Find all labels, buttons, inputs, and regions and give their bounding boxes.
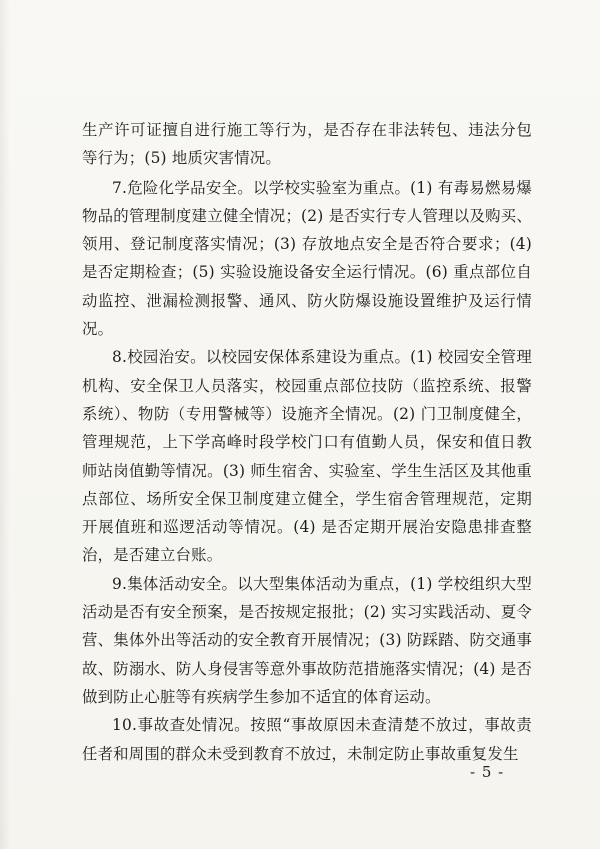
page-number: - 5 -	[470, 763, 505, 781]
paragraph-campus-security: 8.校园治安。以校园安保体系建设为重点。(1) 校园安全管理机构、安全保卫人员落实，校园重点部位技防（监控系统、报警系统）、物防（专用警械等）设施齐全情况。(2) 门卫制度健全，管理规范，上下学高峰时段学校门口有值勤人员，保安和值日教师站岗值勤等情况。(3) 师生宿舍、实验室、学生生活区及其他重点部位、场所安全保卫制度建立健全，学生宿舍管理规范，定期开展值班和巡逻活动等情况。(4) 是否定期开展治安隐患排查整治，是否建立台账。	[82, 348, 532, 565]
paragraph-continuation: 生产许可证擅自进行施工等行为，是否存在非法转包、违法分包等行为；(5) 地质灾害情况。	[82, 121, 532, 168]
paragraph-group-activities: 9.集体活动安全。以大型集体活动为重点，(1) 学校组织大型活动是否有安全预案，是否按规定报批；(2) 实习实践活动、夏令营、集体外出等活动的安全教育开展情况；(3) 防踩踏、防交通事故、防溺水、防人身侵害等意外事故防范措施落实情况；(4) 是否做到防止心脏等有疾病学生参加不适宜的体育运动。	[82, 574, 532, 706]
document-body	[82, 116, 532, 768]
paragraph-accident-investigation: 10.事故查处情况。按照“事故原因未查清楚不放过，事故责任者和周围的群众未受到教育不放过，未制定防止事故重复发生	[82, 716, 532, 763]
paragraph-hazardous-chemicals: 7.危险化学品安全。以学校实验室为重点。(1) 有毒易燃易爆物品的管理制度建立健全情况；(2) 是否实行专人管理以及购买、领用、登记制度落实情况；(3) 存放地点安全是否符合要求；(4) 是否定期检查；(5) 实验设施设备安全运行情况。(6) 重点部位自动监控、泄漏检测报警、通风、防火防爆设施设置维护及运行情况。	[82, 178, 532, 339]
scan-edge-shadow	[0, 0, 10, 849]
